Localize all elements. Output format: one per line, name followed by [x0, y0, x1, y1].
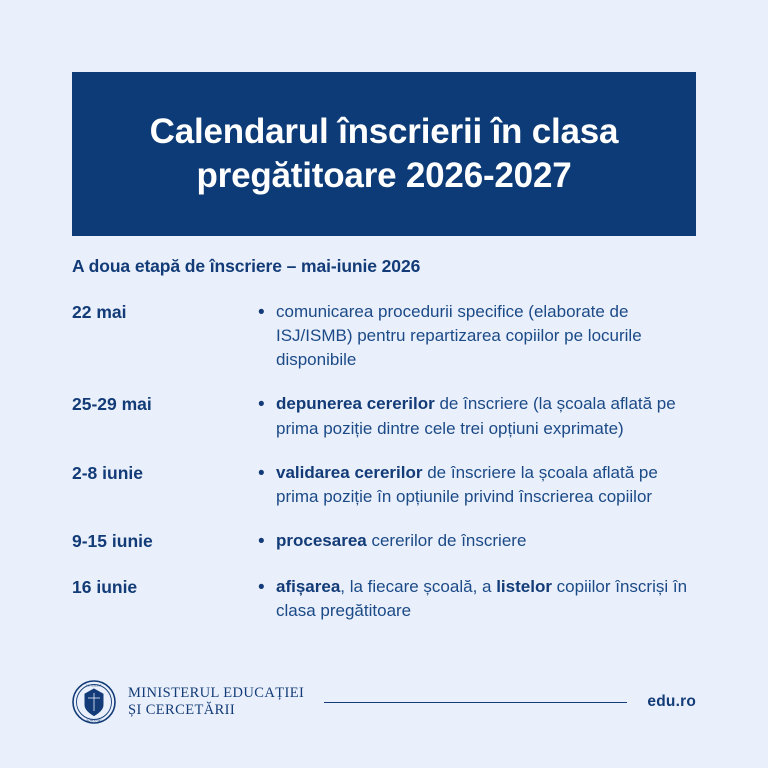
bullet-icon: • [258, 576, 265, 598]
schedule-description-wrap [258, 529, 696, 555]
schedule-description-wrap [258, 392, 696, 440]
schedule-description: validarea cererilor de înscriere la școala aflată pe prima poziție în opțiunile privind înscrierea copiilor [276, 462, 658, 506]
schedule-date: 22 mai [72, 302, 127, 322]
section-subtitle: A doua etapă de înscriere – mai-iunie 2026 [72, 256, 421, 276]
title-banner [72, 72, 696, 236]
schedule-description-wrap [258, 575, 696, 623]
bullet-icon: • [258, 394, 265, 416]
schedule-description: comunicarea procedurii specifice (elaborate de ISJ/ISMB) pentru repartizarea copiilor pe locurile disponibile [276, 302, 642, 370]
bullet-icon: • [258, 462, 265, 484]
ministry-name-line-2: ȘI CERCETĂRII [128, 702, 236, 718]
footer-divider [324, 702, 627, 703]
schedule-row [72, 529, 696, 555]
schedule-date: 9-15 iunie [72, 530, 153, 551]
website-label: edu.ro [647, 693, 696, 710]
bullet-icon: • [258, 530, 265, 552]
footer [72, 672, 696, 732]
page-title [150, 110, 619, 198]
page-title-line-2: pregătitoare 2026-2027 [196, 156, 572, 195]
schedule-row [72, 300, 696, 372]
government-crest-icon [72, 680, 116, 724]
svg-text:ROMÂNIEI: ROMÂNIEI [86, 718, 102, 723]
schedule-description: procesarea cererilor de înscriere [276, 530, 527, 550]
schedule-description: afișarea, la fiecare școală, a listelor copiilor înscriși în clasa pregătitoare [276, 576, 688, 620]
schedule-row [72, 392, 696, 440]
schedule-row [72, 575, 696, 623]
page-title-line-1: Calendarul înscrierii în clasa [149, 111, 619, 151]
schedule-date: 2-8 iunie [72, 462, 143, 483]
schedule-description-wrap [258, 300, 696, 372]
ministry-name [128, 685, 304, 720]
schedule-row [72, 461, 696, 509]
schedule-date: 16 iunie [72, 576, 138, 597]
schedule-list [72, 300, 696, 623]
schedule-description: depunerea cererilor de înscriere (la școala aflată pe prima poziție dintre cele trei opțiuni exprimate) [276, 394, 676, 438]
schedule-date: 25-29 mai [72, 394, 152, 415]
bullet-icon: • [258, 302, 265, 323]
schedule-description-wrap [258, 461, 696, 509]
svg-text:GUVERNUL: GUVERNUL [85, 683, 103, 688]
ministry-name-line-1: MINISTERUL EDUCAȚIEI [128, 684, 305, 701]
